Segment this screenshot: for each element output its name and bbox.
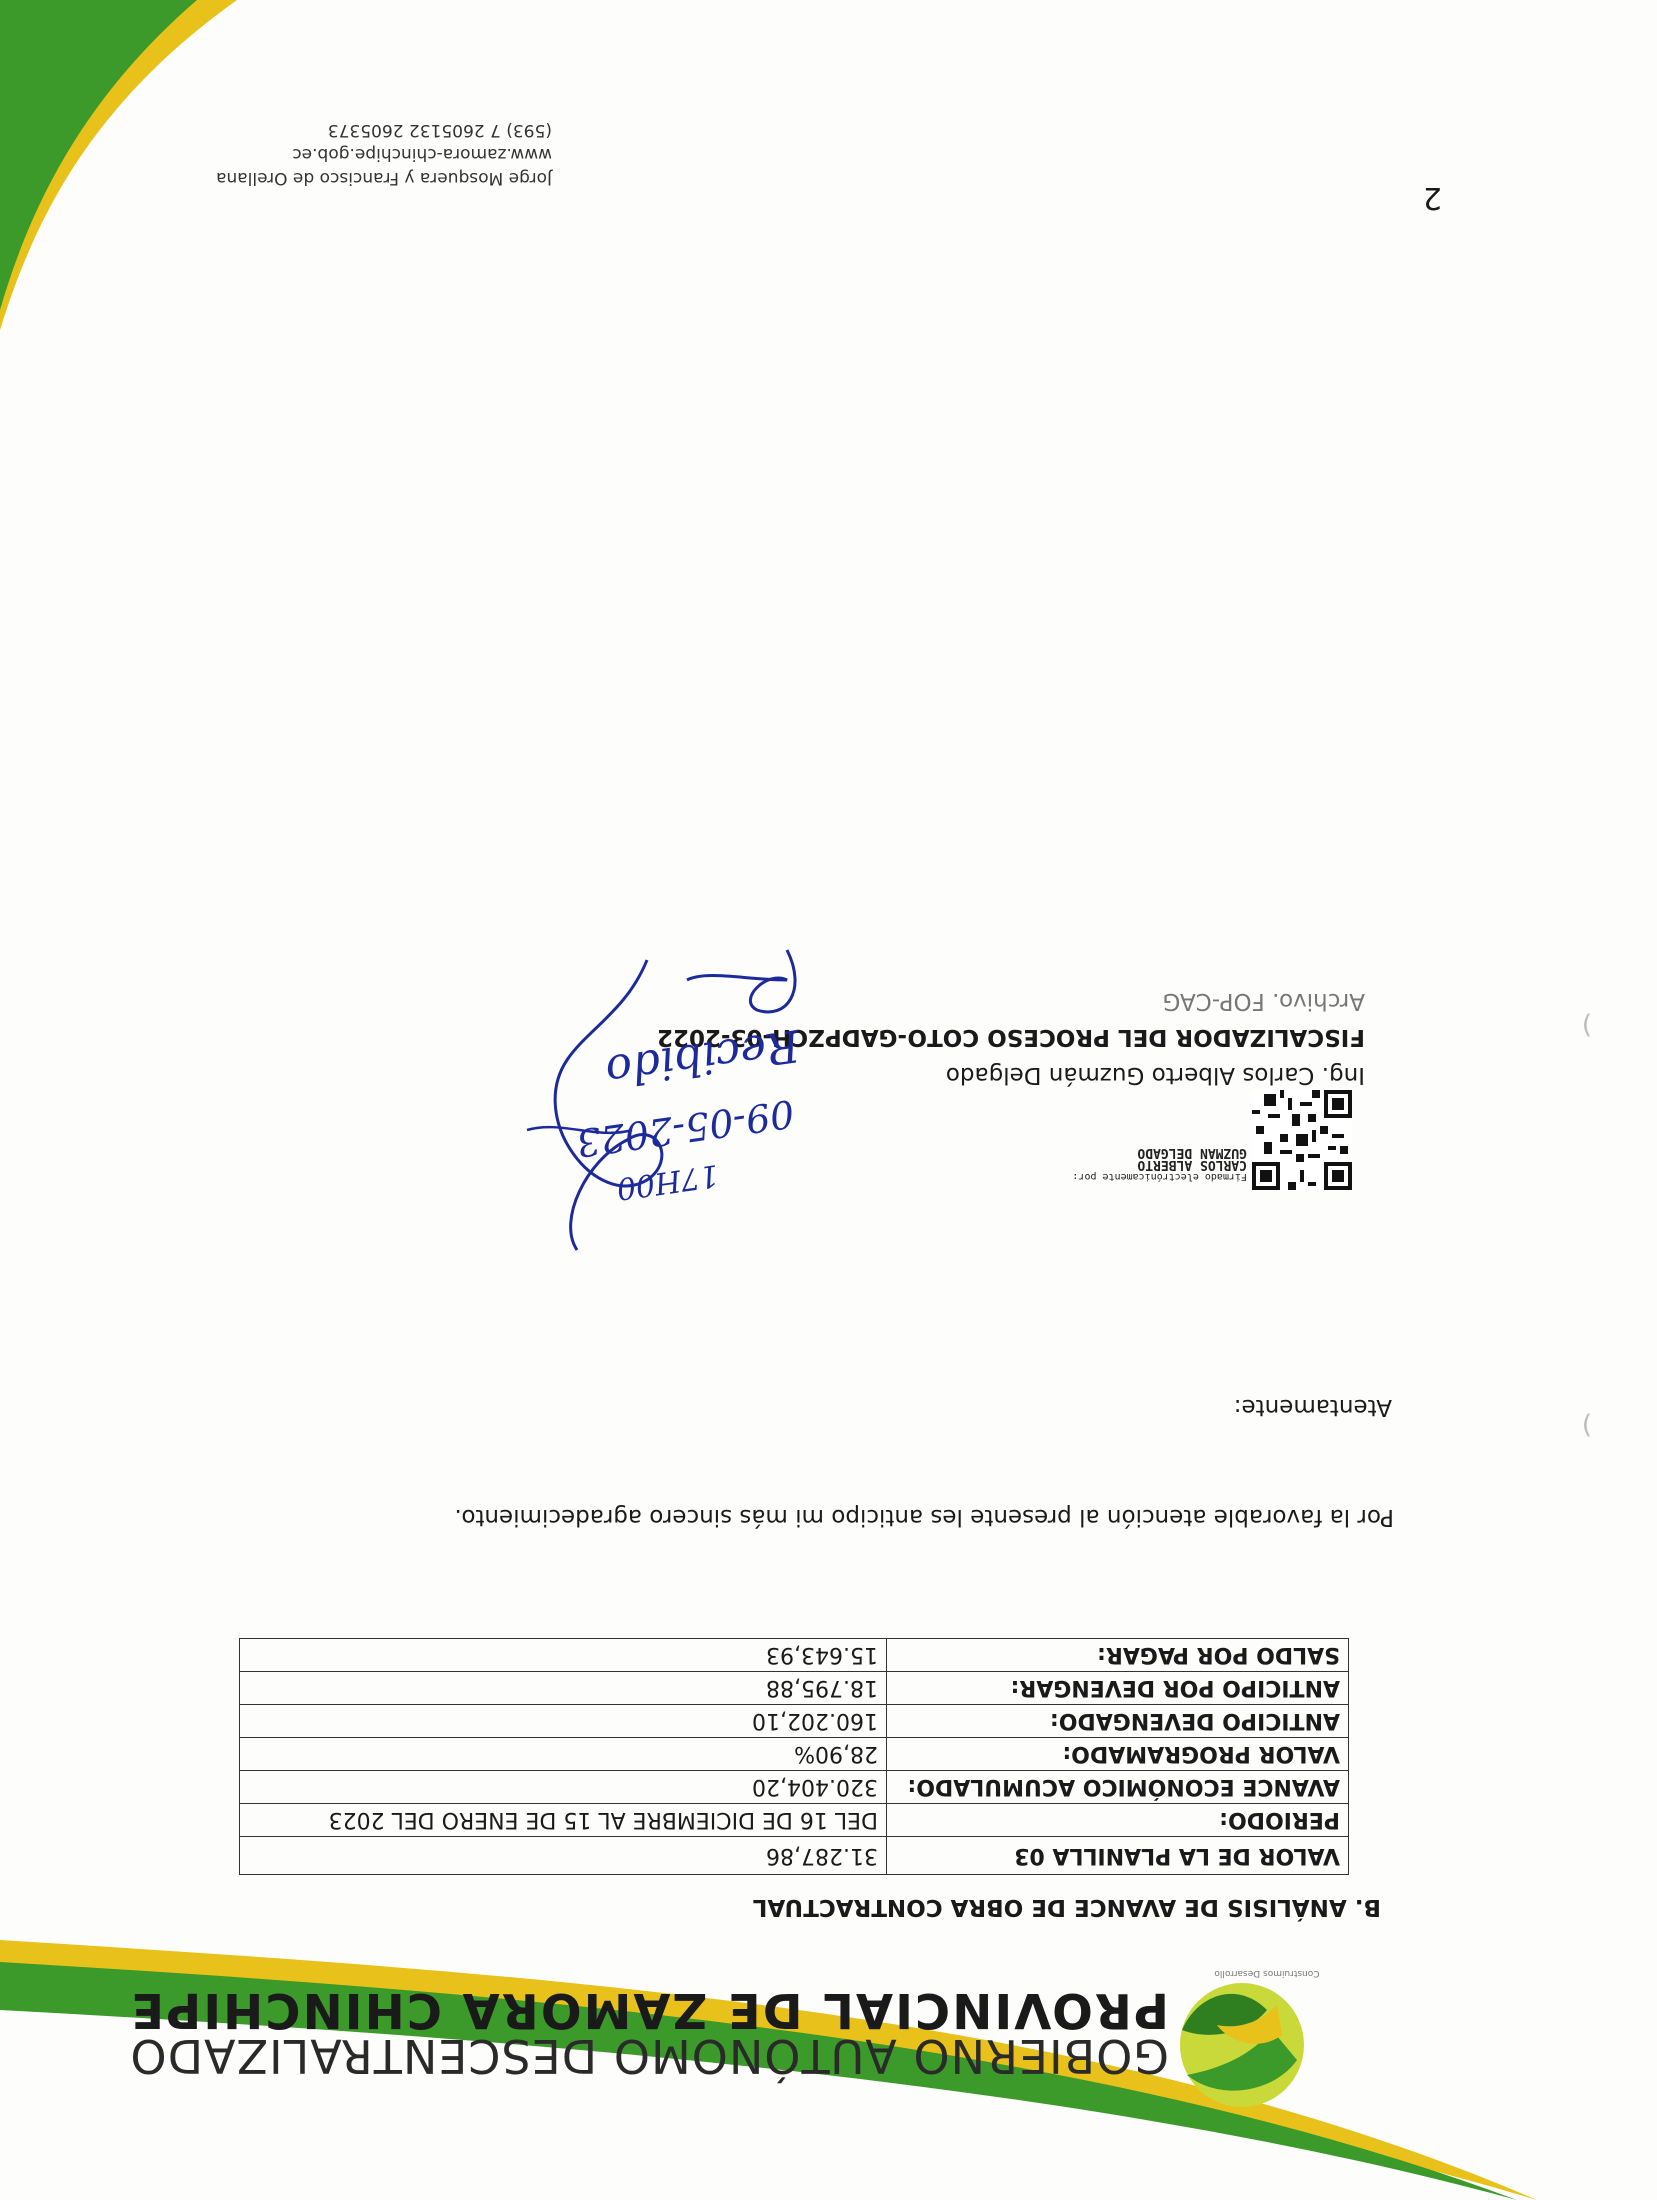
table-row <box>240 1837 1349 1875</box>
footer-address: Jorge Mosquera y Francisco de Orellana <box>216 168 552 188</box>
table-row <box>240 1738 1349 1771</box>
received-date: 09-05-2023 <box>573 1091 797 1166</box>
table-row <box>240 1705 1349 1738</box>
row-label: VALOR DE LA PLANILLA 03 <box>887 1837 1349 1875</box>
e-signature-caption: Firmado electrónicamente por: <box>1072 1171 1247 1182</box>
row-label: SALDO POR PAGAR: <box>887 1639 1349 1672</box>
table-row <box>240 1771 1349 1804</box>
signer-name: Ing. Carlos Alberto Guzmán Delgado <box>945 1062 1365 1088</box>
e-signature-text <box>1072 1146 1247 1182</box>
received-time: 17H00 <box>614 1157 721 1207</box>
scan-mark: ) <box>1581 1410 1592 1440</box>
tagline: Construimos Desarrollo <box>1214 1968 1320 1978</box>
qr-code-icon <box>1252 1090 1352 1190</box>
footer-contact <box>172 118 552 190</box>
row-value: 28,90% <box>240 1738 887 1771</box>
row-value: 160.202,10 <box>240 1705 887 1738</box>
row-value: 320.404,20 <box>240 1771 887 1804</box>
signer-role: FISCALIZADOR DEL PROCESO COTO-GADPZCH-03-2022 <box>656 1024 1365 1050</box>
summary-table <box>239 1638 1349 1875</box>
closing-paragraph: Por la favorable atención al presente les anticipo mi más sincero agradecimiento. <box>454 1504 1394 1530</box>
logo-icon <box>1157 1960 1327 2130</box>
row-label: AVANCE ECONÓMICO ACUMULADO: <box>887 1771 1349 1804</box>
footer-website: www.zamora-chinchipe.gob.ec <box>292 144 552 164</box>
page-number: 2 <box>1422 180 1442 215</box>
section-heading: B. ANÁLISIS DE AVANCE DE OBRA CONTRACTUAL <box>752 1894 1381 1920</box>
row-value: 15.643,93 <box>240 1639 887 1672</box>
row-value: 18.795,88 <box>240 1672 887 1705</box>
table-row <box>240 1672 1349 1705</box>
row-value: DEL 16 DE DICIEMBRE AL 15 DE ENERO DEL 2023 <box>240 1804 887 1837</box>
e-signature-name-line1: CARLOS ALBERTO <box>1137 1157 1247 1172</box>
received-label: Recibido <box>602 1019 803 1097</box>
row-label: PERIODO: <box>887 1804 1349 1837</box>
row-label: VALOR PROGRAMADO: <box>887 1738 1349 1771</box>
table-row <box>240 1639 1349 1672</box>
institution-name-line1: GOBIERNO AUTÓNOMO DESCENTRALIZADO <box>129 2029 1169 2083</box>
handwritten-signature <box>555 960 662 1250</box>
row-value: 31.287,86 <box>240 1837 887 1875</box>
row-label: ANTICIPO DEVENGADO: <box>887 1705 1349 1738</box>
table-row <box>240 1804 1349 1837</box>
e-signature-name-line2: GUZMAN DELGADO <box>1137 1145 1247 1160</box>
regards-line: Atentamente: <box>1233 1394 1392 1420</box>
received-handwritten-note <box>447 930 827 1280</box>
footer-phone: (593) 7 2605132 2605373 <box>327 120 552 140</box>
scan-mark: ) <box>1581 1010 1592 1040</box>
row-label: ANTICIPO POR DEVENGAR: <box>887 1672 1349 1705</box>
archive-reference: Archivo. FOP-CAG <box>1162 988 1365 1014</box>
institution-name-line2: PROVINCIAL DE ZAMORA CHINCHIPE <box>129 1982 1169 2038</box>
